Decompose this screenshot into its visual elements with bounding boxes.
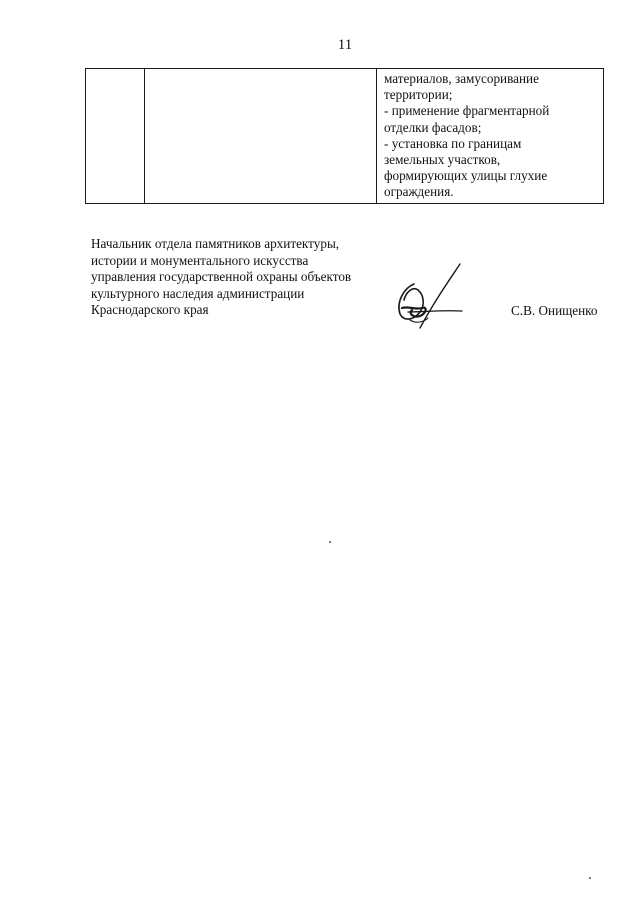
signatory-position	[91, 236, 351, 319]
table-row	[86, 69, 604, 204]
restrictions-line: ограждения.	[384, 184, 454, 200]
scan-speck	[329, 541, 331, 543]
handwritten-signature	[382, 262, 472, 332]
restrictions-line: материалов, замусоривание	[384, 71, 539, 86]
position-line: Начальник отдела памятников архитектуры,	[91, 236, 340, 251]
restrictions-line: земельных участков,	[384, 152, 501, 168]
table-cell-number	[86, 69, 145, 204]
scan-speck	[589, 877, 591, 879]
requirements-table	[85, 68, 604, 204]
restrictions-line: отделки фасадов;	[384, 119, 482, 135]
position-line: управления государственной охраны объектов	[91, 269, 352, 285]
restrictions-line: - установка по границам	[384, 135, 522, 151]
position-line: Краснодарского края	[91, 302, 209, 318]
restrictions-line: территории;	[384, 87, 453, 103]
position-line: культурного наследия администрации	[91, 285, 305, 301]
table-cell-object	[145, 69, 377, 204]
signer-name: С.В. Онищенко	[511, 303, 598, 318]
restrictions-line: формирующих улицы глухие	[384, 168, 548, 184]
restrictions-text	[377, 69, 603, 201]
restrictions-line: - применение фрагментарной	[384, 103, 550, 119]
position-line: истории и монументального искусства	[91, 252, 309, 268]
table-cell-restrictions	[377, 69, 604, 204]
page-number: 11	[337, 37, 353, 53]
